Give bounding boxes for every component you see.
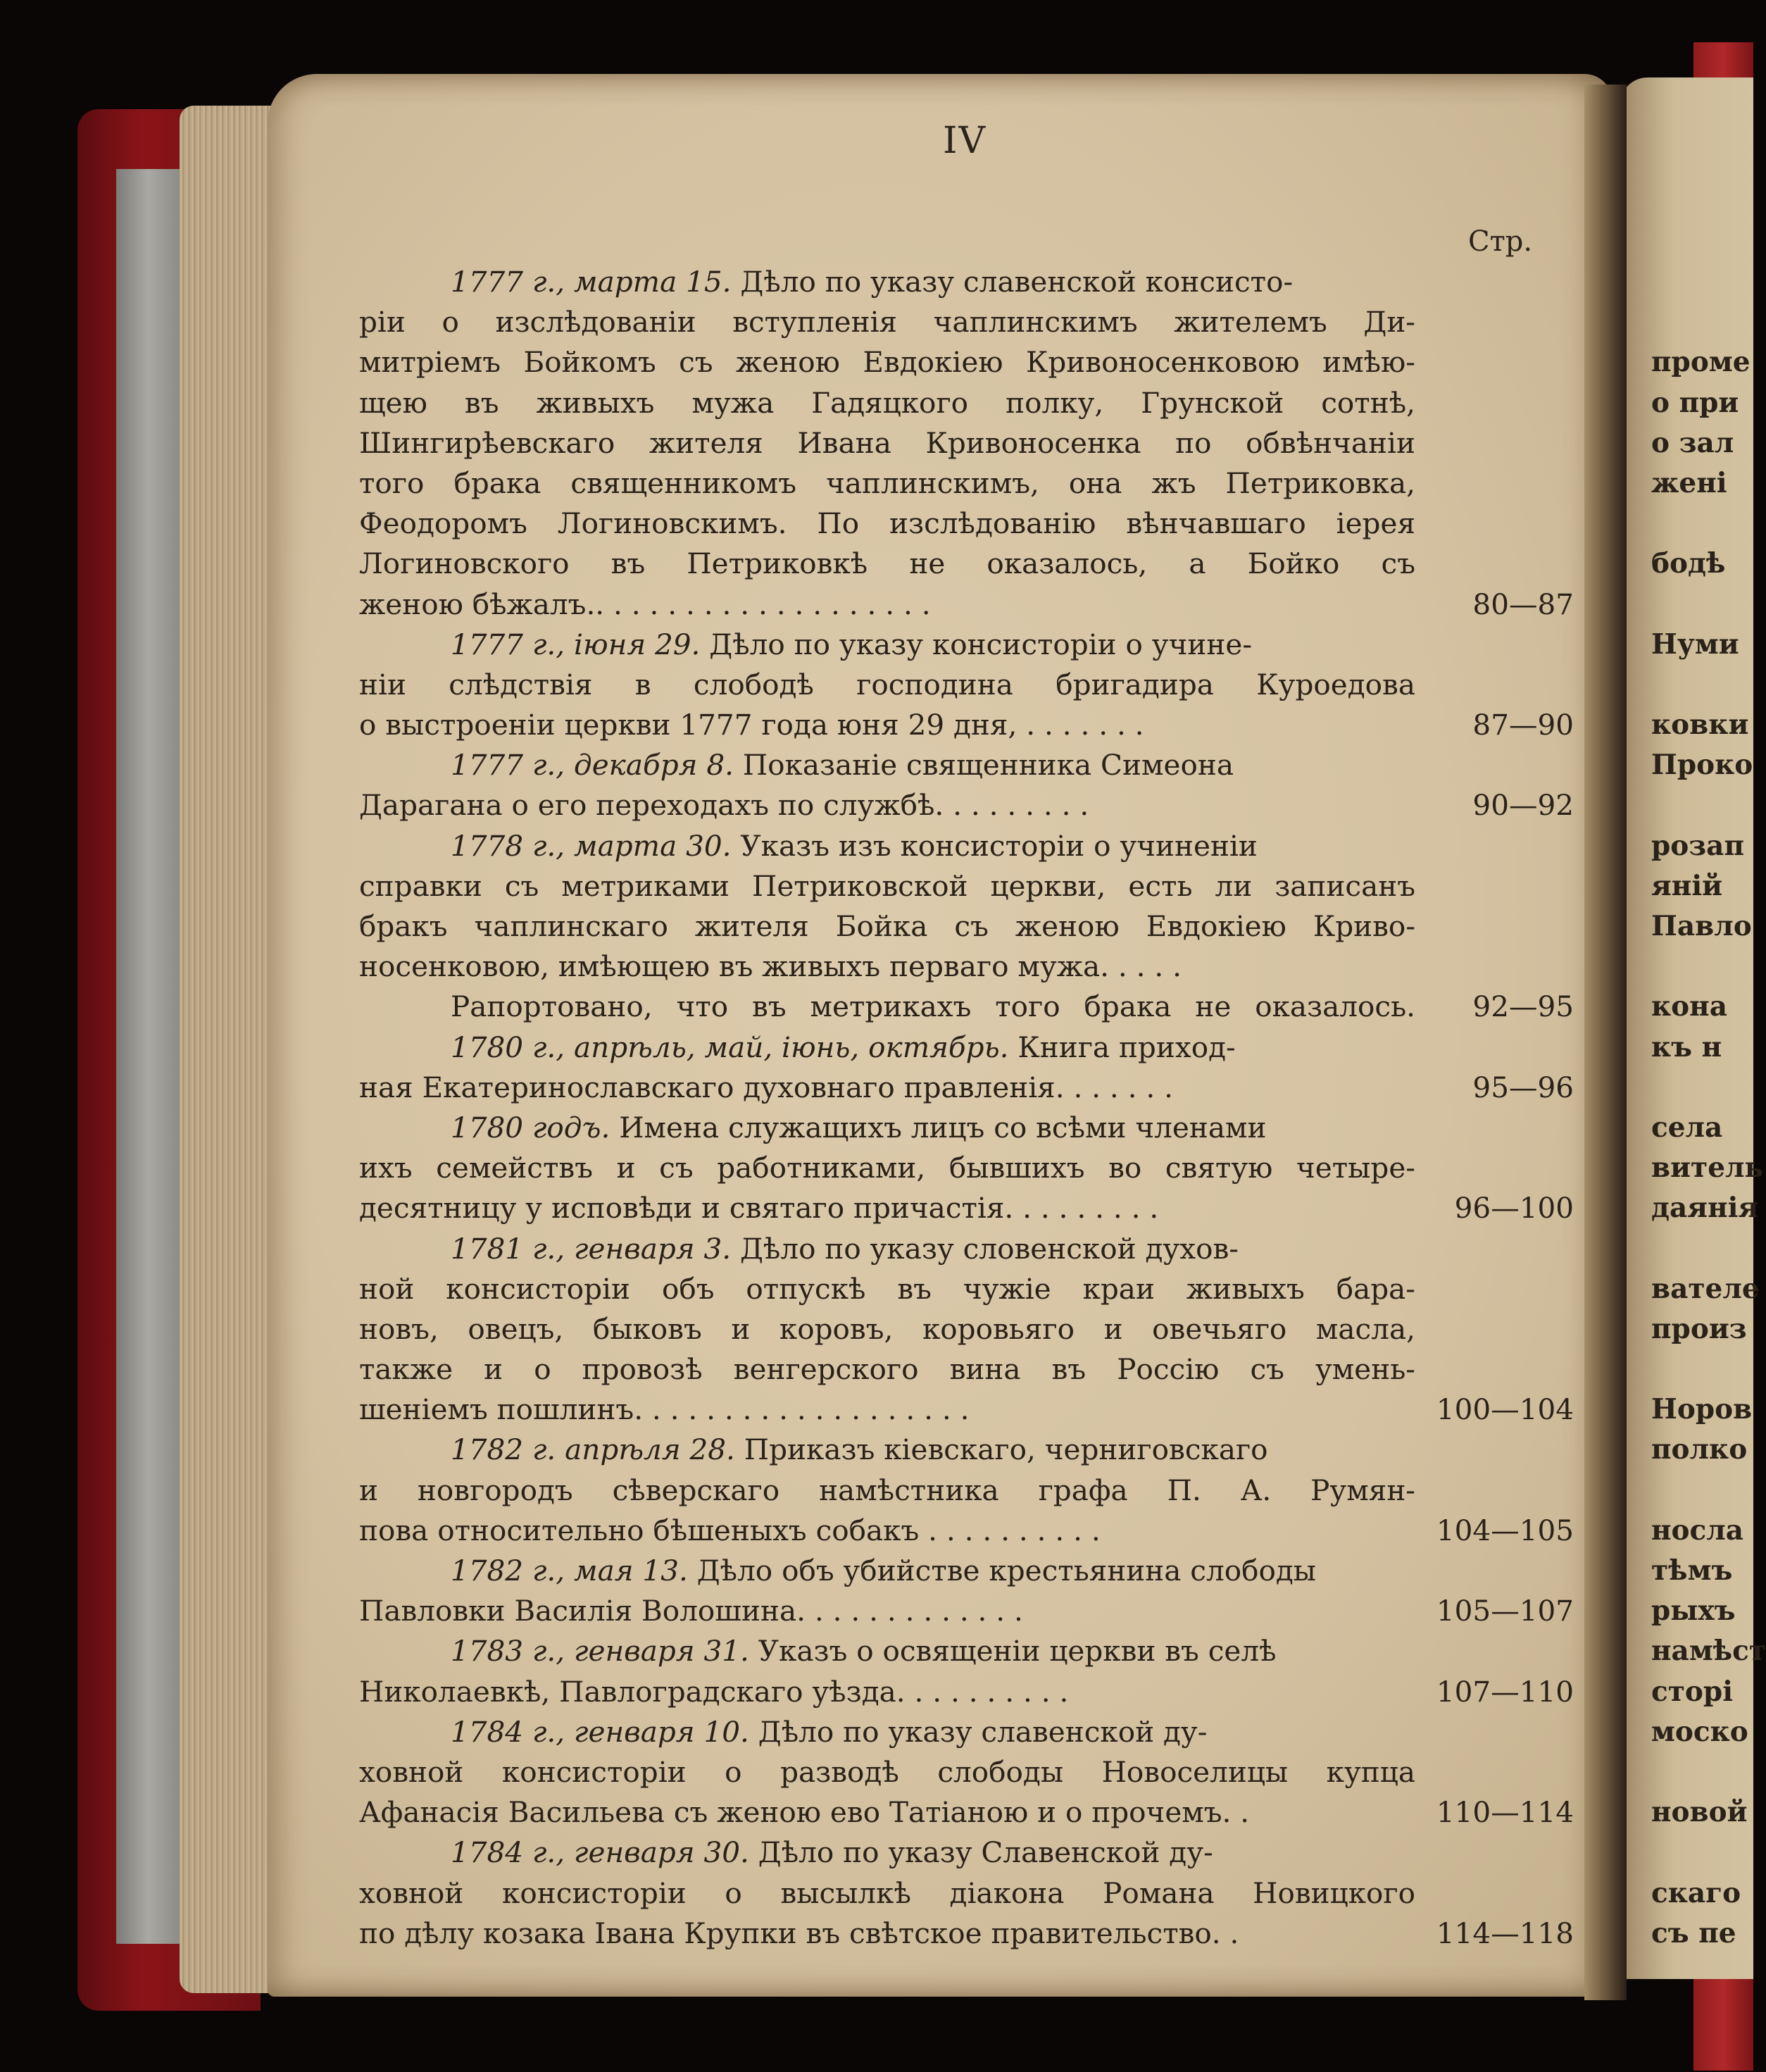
toc-page-range: 95—96 — [1472, 1070, 1574, 1104]
toc-entry-text: Показаніе священника Симеона — [733, 748, 1234, 782]
toc-line-text — [359, 342, 1415, 382]
toc-line — [359, 262, 1574, 302]
toc-line — [359, 585, 1574, 625]
toc-page-range: 87—90 — [1472, 708, 1574, 742]
toc-line — [359, 1309, 1574, 1349]
toc-line-text — [359, 544, 1415, 584]
toc-entry-date: 1778 г., марта 30. — [451, 828, 732, 863]
toc-entry-text: Павловки Василія Волошина. . . . . . . . . . . . . — [359, 1594, 1023, 1628]
toc-line-text — [359, 1068, 1415, 1108]
toc-line-text — [359, 1672, 1415, 1712]
toc-line-text — [359, 1188, 1415, 1228]
toc-line-text — [359, 785, 1415, 825]
toc-entry-text: Указъ изъ консисторіи о учиненіи — [731, 828, 1258, 863]
right-page-fragment: съ пе — [1651, 1916, 1736, 1949]
toc-entry-text: Дѣло объ убийстве крестьянина слободы — [687, 1554, 1317, 1587]
toc-entry-date: 1783 г., генваря 31. — [451, 1634, 749, 1668]
toc-line — [359, 1914, 1574, 1954]
toc-line-text — [359, 1873, 1415, 1914]
toc-entry-date: 1777 г., марта 15. — [451, 265, 732, 299]
toc-line — [359, 1712, 1574, 1752]
right-page-fragment: намѣст — [1651, 1635, 1766, 1668]
toc-line — [359, 1390, 1574, 1430]
toc-entry-text: Имена служащихъ лицъ со всѣми членами — [610, 1110, 1267, 1144]
toc-line — [359, 383, 1574, 423]
right-page-fragment: села — [1651, 1111, 1723, 1144]
right-page-fragment: скаго — [1651, 1876, 1741, 1909]
toc-entry-text: ихъ семействъ и съ работниками, бывшихъ во святую четыре- — [359, 1151, 1415, 1185]
toc-page-range: 100—104 — [1436, 1392, 1574, 1427]
toc-line — [359, 866, 1574, 906]
right-page-fragment: кона — [1651, 990, 1727, 1023]
toc-entry-text: Дѣло по указу славенской консисто- — [731, 265, 1294, 299]
right-page-fragment — [1651, 785, 1757, 825]
toc-line-text — [359, 906, 1415, 947]
toc-line — [359, 1430, 1574, 1470]
toc-line — [359, 1631, 1574, 1671]
toc-entry-text: пова относительно бѣшеныхъ собакъ . . . . . . . . . . — [359, 1513, 1101, 1547]
right-page-fragment: тѣмъ — [1651, 1554, 1733, 1587]
toc-page-range: 80—87 — [1472, 587, 1574, 621]
toc-page-range: 104—105 — [1436, 1513, 1574, 1547]
toc-line — [359, 1148, 1574, 1188]
toc-entry-text: Логиновского въ Петриковкѣ не оказалось, а Бойко съ — [359, 547, 1415, 581]
toc-page-range: 105—107 — [1436, 1594, 1574, 1628]
right-page-fragment: Павло — [1651, 910, 1752, 942]
toc-line-text — [359, 866, 1415, 906]
toc-entry-text: ховной консисторіи о высылкѣ діакона Романа Новицкого — [359, 1876, 1415, 1910]
toc-line-text — [359, 947, 1415, 987]
toc-line-text — [359, 1390, 1415, 1430]
toc-entry-text: ріи о изслѣдованіи вступленія чаплинскимъ жителемъ Ди- — [359, 305, 1415, 339]
toc-entry-text: о выстроеніи церкви 1777 года юня 29 дня, . . . . . . . — [359, 708, 1144, 742]
toc-entry-date: 1782 г. апрѣля 28. — [451, 1433, 735, 1467]
right-page-fragment: моско — [1651, 1715, 1748, 1748]
toc-page-range: 107—110 — [1436, 1674, 1574, 1709]
right-page-fragment — [1651, 1229, 1757, 1269]
toc-line-text — [359, 585, 1415, 625]
toc-line-text — [359, 463, 1415, 504]
toc-line — [359, 785, 1574, 825]
toc-line — [359, 1551, 1574, 1591]
toc-line — [359, 504, 1574, 544]
toc-line — [359, 665, 1574, 705]
toc-line-text — [359, 1551, 1415, 1591]
right-page-fragment: Норов — [1651, 1393, 1753, 1426]
toc-page-range: 96—100 — [1454, 1191, 1574, 1225]
toc-line — [359, 1068, 1574, 1108]
toc-entry-text: шеніемъ пошлинъ. . . . . . . . . . . . . . . . . . . — [359, 1392, 970, 1427]
toc-entry-date: 1777 г., декабря 8. — [451, 748, 734, 782]
right-page-fragment: даянія — [1651, 1192, 1759, 1225]
toc-entry-text: Дѣло по указу Славенской ду- — [749, 1835, 1213, 1870]
toc-entry-date: 1782 г., мая 13. — [451, 1554, 688, 1587]
toc-entry-text: ніи слѣдствія в слободѣ господина бригадира Куроедова — [359, 667, 1415, 701]
right-page-fragment — [1651, 262, 1757, 302]
toc-line — [359, 1873, 1574, 1914]
toc-entry-text: Дѣло по указу консисторіи о учине- — [700, 627, 1253, 661]
right-page-fragment — [1651, 665, 1757, 705]
toc-line — [359, 302, 1574, 342]
toc-entry-text: бракъ чаплинскаго жителя Бойка съ женою Евдокіею Криво- — [359, 909, 1415, 943]
toc-entry-text: Дѣло по указу словенской духов- — [731, 1231, 1239, 1266]
toc-entry-text: Шингирѣевскаго жителя Ивана Кривоносенка по обвѣнчаніи — [359, 425, 1415, 460]
toc-entry-text: того брака священникомъ чаплинскимъ, она жъ Петриковка, — [359, 466, 1415, 500]
toc-entry-text: Дарагана о его переходахъ по службѣ. . . . . . . . . — [359, 788, 1089, 823]
right-page-fragment: Нуми — [1651, 628, 1739, 661]
toc-line — [359, 826, 1574, 866]
toc-entry-text: женою бѣжалъ.. . . . . . . . . . . . . . . . . . . — [359, 587, 931, 621]
toc-line-text — [359, 1108, 1415, 1148]
page-gutter — [1584, 85, 1627, 2000]
toc-line-text — [359, 1028, 1415, 1068]
toc-entry-text: ховной консисторіи о разводѣ слободы Новоселицы купца — [359, 1754, 1415, 1789]
toc-line-text — [359, 1349, 1415, 1390]
right-page-fragment: сторі — [1651, 1675, 1734, 1708]
right-page-fragment — [1651, 947, 1757, 987]
toc-entry-date: 1780 г., апрѣль, май, іюнь, октябрь. — [451, 1030, 1009, 1064]
toc-line — [359, 1672, 1574, 1712]
toc-line-text — [359, 1309, 1415, 1349]
right-page-fragment: ковки — [1651, 709, 1749, 742]
toc-line-text — [359, 262, 1415, 302]
right-page-fragment — [1651, 585, 1757, 625]
toc-line — [359, 1792, 1574, 1833]
toc-line — [359, 423, 1574, 463]
toc-entry-text: щею въ живыхъ мужа Гадяцкого полку, Грунской сотнѣ, — [359, 385, 1415, 420]
toc-line-text — [359, 665, 1415, 705]
toc-entry-text: Книга приход- — [1008, 1030, 1236, 1064]
toc-line-text — [359, 1148, 1415, 1188]
toc-line-text — [359, 383, 1415, 423]
toc-entry-text: ная Екатеринославскаго духовнаго правленія. . . . . . . — [359, 1070, 1174, 1104]
toc-line — [359, 1188, 1574, 1228]
toc-line-text — [359, 1591, 1415, 1631]
right-page-fragment: полко — [1651, 1433, 1748, 1466]
toc-line — [359, 1028, 1574, 1068]
toc-entry-date: 1784 г., генваря 30. — [451, 1835, 749, 1870]
right-page-fragment: бодѣ — [1651, 547, 1726, 580]
toc-line — [359, 463, 1574, 504]
right-page-fragment — [1651, 504, 1757, 544]
toc-line — [359, 947, 1574, 987]
toc-line — [359, 705, 1574, 745]
toc-line — [359, 987, 1574, 1027]
toc-line — [359, 1471, 1574, 1511]
right-page-fragment: Проко — [1651, 749, 1753, 782]
toc-line — [359, 625, 1574, 665]
toc-entry-text: новъ, овецъ, быковъ и коровъ, коровьяго и овечьяго масла, — [359, 1311, 1415, 1346]
toc-line-text — [359, 1712, 1415, 1752]
right-page-fragment — [1651, 1068, 1757, 1108]
page-numeral: IV — [942, 120, 987, 162]
toc-page-range: 110—114 — [1436, 1795, 1574, 1830]
toc-entry-text: Рапортовано, что въ метрикахъ того брака не оказалось. — [451, 990, 1415, 1024]
toc-entry-text: Указъ о освященіи церкви въ селѣ — [749, 1634, 1277, 1668]
toc-entry-text: по дѣлу козака Івана Крупки въ свѣтское правительство. . — [359, 1916, 1239, 1950]
toc-line — [359, 1229, 1574, 1269]
toc-line — [359, 906, 1574, 947]
toc-line — [359, 1269, 1574, 1309]
toc-line — [359, 745, 1574, 785]
toc-line-text — [359, 826, 1415, 866]
toc-line-text — [359, 1471, 1415, 1511]
right-page-fragment — [1651, 1833, 1757, 1873]
book-cover-inner — [116, 169, 180, 1944]
right-page-fragment — [1651, 1349, 1757, 1390]
right-page-fragment: жені — [1651, 466, 1727, 499]
toc-line — [359, 342, 1574, 382]
toc-entry-text: и новгородъ сѣверскаго намѣстника графа П. А. Румян- — [359, 1473, 1415, 1507]
page-column-label: Стр. — [1468, 225, 1533, 258]
toc-line-text — [359, 705, 1415, 745]
toc-entry-text: Феодоромъ Логиновскимъ. По изслѣдованію вѣнчавшаго iерея — [359, 506, 1415, 541]
toc-line — [359, 1349, 1574, 1390]
right-page-fragment: носла — [1651, 1514, 1744, 1547]
toc-line — [359, 1511, 1574, 1551]
toc-line-text — [359, 302, 1415, 342]
toc-line — [359, 1752, 1574, 1792]
toc-line-text — [359, 745, 1415, 785]
toc-entry-text: также и о провозѣ венгерского вина въ Россію съ умень- — [359, 1352, 1415, 1387]
toc-line-text — [359, 1430, 1415, 1470]
toc-line — [359, 544, 1574, 584]
toc-line-text — [359, 504, 1415, 544]
toc-entry-date: 1781 г., генваря 3. — [451, 1231, 732, 1266]
right-page-fragment: о зал — [1651, 426, 1734, 459]
toc-entry-date: 1777 г., іюня 29. — [451, 627, 701, 661]
right-page-fragment — [1651, 1471, 1757, 1511]
right-page-text — [1651, 262, 1766, 1954]
toc-line — [359, 1108, 1574, 1148]
toc-entry-text: Дѣло по указу славенской ду- — [749, 1714, 1208, 1749]
toc-line-text — [359, 1914, 1415, 1954]
toc-entry-text: митріемъ Бойкомъ съ женою Евдокіею Кривоносенковою имѣю- — [359, 345, 1415, 380]
toc-line-text — [359, 1833, 1415, 1873]
toc-entry-text: ной консисторіи объ отпускѣ въ чужіе краи живыхъ бара- — [359, 1271, 1415, 1306]
toc-entry-date: 1784 г., генваря 10. — [451, 1714, 749, 1749]
toc-line-text — [359, 1792, 1415, 1833]
right-page-fragment: вателе — [1651, 1272, 1760, 1305]
right-page-fragment: произ — [1651, 1312, 1747, 1345]
toc-entry-date: 1780 годъ. — [451, 1110, 610, 1144]
right-page-fragment: яній — [1651, 869, 1723, 902]
toc-entry-text: Николаевкѣ, Павлоградскаго уѣзда. . . . . . . . . . — [359, 1674, 1069, 1709]
toc-line — [359, 1591, 1574, 1631]
toc-entry-text: носенковою, имѣющею въ живыхъ перваго мужа. . . . . — [359, 949, 1182, 984]
right-page-fragment — [1651, 1752, 1757, 1792]
toc-page-range: 92—95 — [1472, 990, 1574, 1024]
toc-entry-text: Афанасія Васильева съ женою ево Татіаною и о прочемъ. . — [359, 1795, 1250, 1830]
right-page-fragment: новой — [1651, 1796, 1748, 1829]
toc-entry-text: десятницу у исповѣди и святаго причастія. . . . . . . . . — [359, 1191, 1159, 1225]
toc-line — [359, 1833, 1574, 1873]
toc-entry-text: Приказъ кіевскаго, черниговскаго — [734, 1433, 1268, 1467]
toc-entry-text: справки съ метриками Петриковской церкви, есть ли записанъ — [359, 868, 1415, 903]
right-page-fragment: витель — [1651, 1152, 1763, 1185]
toc-line-text — [359, 625, 1415, 665]
table-of-contents — [359, 262, 1574, 1954]
toc-line-text — [359, 1229, 1415, 1269]
right-page-fragment: къ н — [1651, 1030, 1722, 1063]
toc-line-text — [359, 423, 1415, 463]
toc-page-range: 114—118 — [1436, 1916, 1574, 1950]
toc-line-text — [359, 1511, 1415, 1551]
toc-line-text — [359, 1269, 1415, 1309]
right-page-fragment: розап — [1651, 829, 1744, 862]
right-page-fragment: рыхъ — [1651, 1594, 1736, 1628]
toc-line-text — [359, 987, 1415, 1027]
toc-line-text — [359, 1752, 1415, 1792]
right-page-fragment: проме — [1651, 346, 1751, 379]
toc-line-text — [359, 1631, 1415, 1671]
right-page-fragment: о при — [1651, 386, 1739, 419]
right-page-fragment — [1651, 302, 1757, 342]
toc-page-range: 90—92 — [1472, 788, 1574, 823]
